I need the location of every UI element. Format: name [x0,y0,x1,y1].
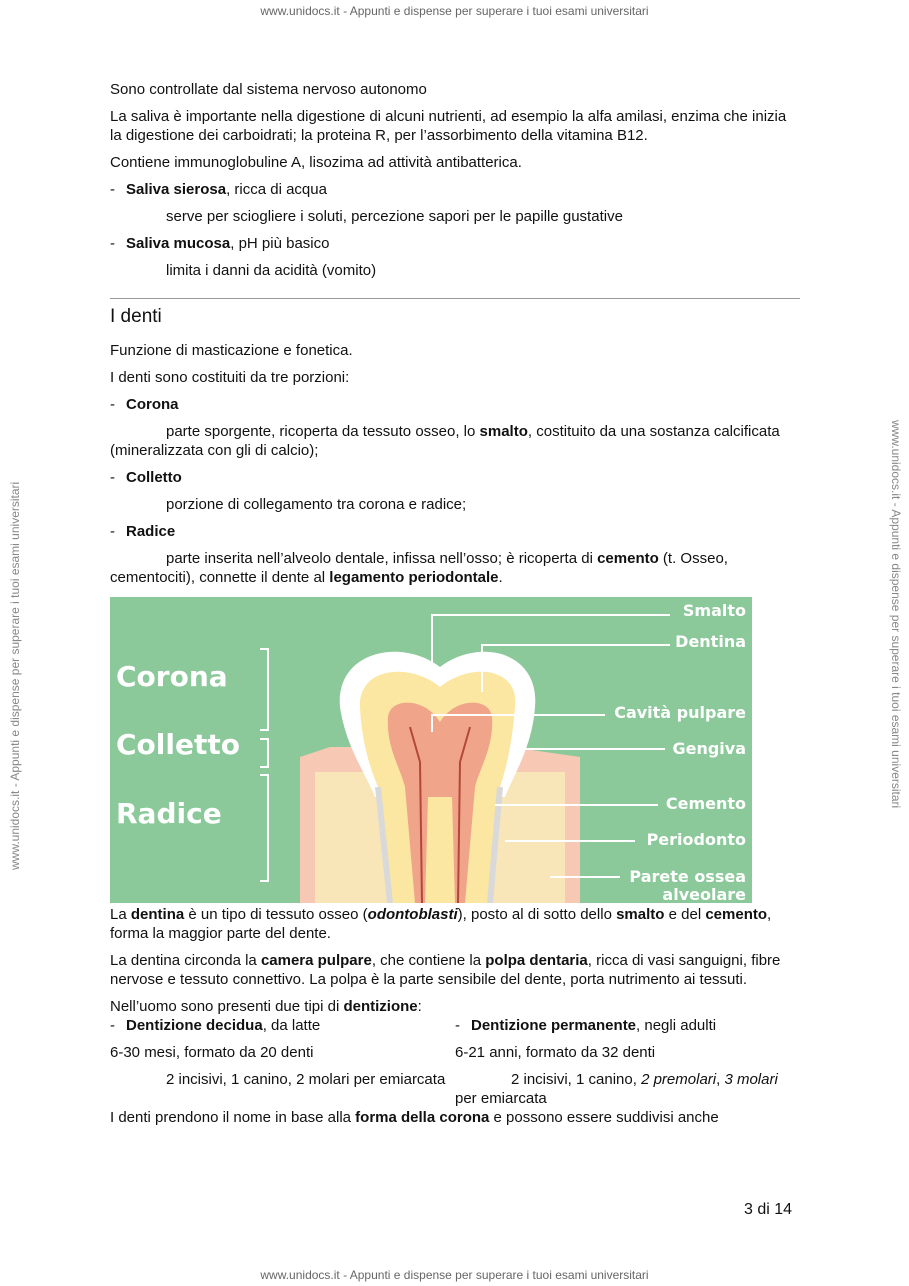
list-item: - Colletto [110,469,182,486]
header-watermark: www.unidocs.it - Appunti e dispense per superare i tuoi esami universitari [260,4,649,18]
description: parte inserita nell’alveolo dentale, infissa nell’osso; è ricoperta di cemento (t. Osseo, cementociti), connette il dente al legamento periodontale. [110,550,728,586]
paragraph: Funzione di masticazione e fonetica. [110,342,353,359]
section-divider [110,298,800,299]
section-title: I denti [110,306,162,327]
label-colletto: Colletto [116,728,240,761]
paragraph-final: I denti prendono il nome in base alla forma della corona e possono essere suddivisi anche [110,1109,719,1126]
dentition-columns [110,1016,800,1108]
label-corona: Corona [116,660,228,693]
description: serve per sciogliere i soluti, percezione sapori per le papille gustative [166,208,623,225]
list-item: - Saliva sierosa, ricca di acqua [110,181,327,198]
description: porzione di collegamento tra corona e radice; [166,496,467,513]
paragraph: La saliva è importante nella digestione di alcuni nutrienti, ad esempio la alfa amilasi, enzima che inizia la digestione dei carboidrati; la proteina R, per l’assorbimento della vitamina B12. [110,108,787,144]
label-periodonto: Periodonto [646,830,746,849]
column-permanente: - Dentizione permanente, negli adulti 6-21 anni, formato da 32 denti 2 incisivi, 1 canino, 2 premolari, 3 molari per emiarcata [455,1016,800,1108]
term-corona: Corona [126,396,179,413]
list-item: - Radice [110,523,176,540]
term-saliva-sierosa: Saliva sierosa [126,181,227,198]
list-item: - Corona [110,396,179,413]
paragraph-pulpa: La dentina circonda la camera pulpare, che contiene la polpa dentaria, ricca di vasi sanguigni, fibre nervose e tessuto connettivo. La polpa è la parte sensibile del dente, porta nutrimento ai tessuti. [110,952,781,988]
paragraph: Contiene immunoglobuline A, lisozima ad attività antibatterica. [110,154,522,171]
list-item: - Dentizione decidua, da latte [110,1017,321,1034]
description: parte sporgente, ricoperta da tessuto osseo, lo smalto, costituito da una sostanza calcificata (mineralizzata con gli di calcio); [110,423,780,459]
paragraph: I denti sono costituiti da tre porzioni: [110,369,350,386]
column-decidua: - Dentizione decidua, da latte 6-30 mesi, formato da 20 denti 2 incisivi, 1 canino, 2 molari per emiarcata [110,1016,455,1108]
footer-watermark: www.unidocs.it - Appunti e dispense per superare i tuoi esami universitari [260,1268,649,1282]
label-cemento: Cemento [665,794,746,813]
list-item: - Saliva mucosa, pH più basico [110,235,330,252]
label-parete-ossea: Parete ossea [629,867,746,886]
paragraph-dentina: La dentina è un tipo di tessuto osseo (odontoblasti), posto al di sotto dello smalto e del cemento, forma la maggior parte del dente. [110,906,772,942]
paragraph-dentizione: Nell’uomo sono presenti due tipi di dentizione: [110,998,422,1015]
label-dentina: Dentina [675,632,746,651]
label-alveolare: alveolare [662,885,746,903]
term-radice: Radice [126,523,176,540]
paragraph: Sono controllate dal sistema nervoso autonomo [110,81,427,98]
label-radice: Radice [116,797,222,830]
label-cavita-pulpare: Cavità pulpare [614,703,746,722]
label-smalto: Smalto [682,601,746,620]
page-number: 3 di 14 [744,1201,793,1218]
left-watermark: www.unidocs.it - Appunti e dispense per superare i tuoi esami universitari [8,481,22,870]
label-gengiva: Gengiva [672,739,746,758]
description: limita i danni da acidità (vomito) [166,262,377,279]
list-item: - Dentizione permanente, negli adulti [455,1017,717,1034]
term-colletto: Colletto [126,469,182,486]
right-watermark: www.unidocs.it - Appunti e dispense per superare i tuoi esami universitari [889,420,903,809]
term-saliva-mucosa: Saliva mucosa [126,235,231,252]
page-content [110,80,800,1135]
tooth-diagram [110,597,752,903]
